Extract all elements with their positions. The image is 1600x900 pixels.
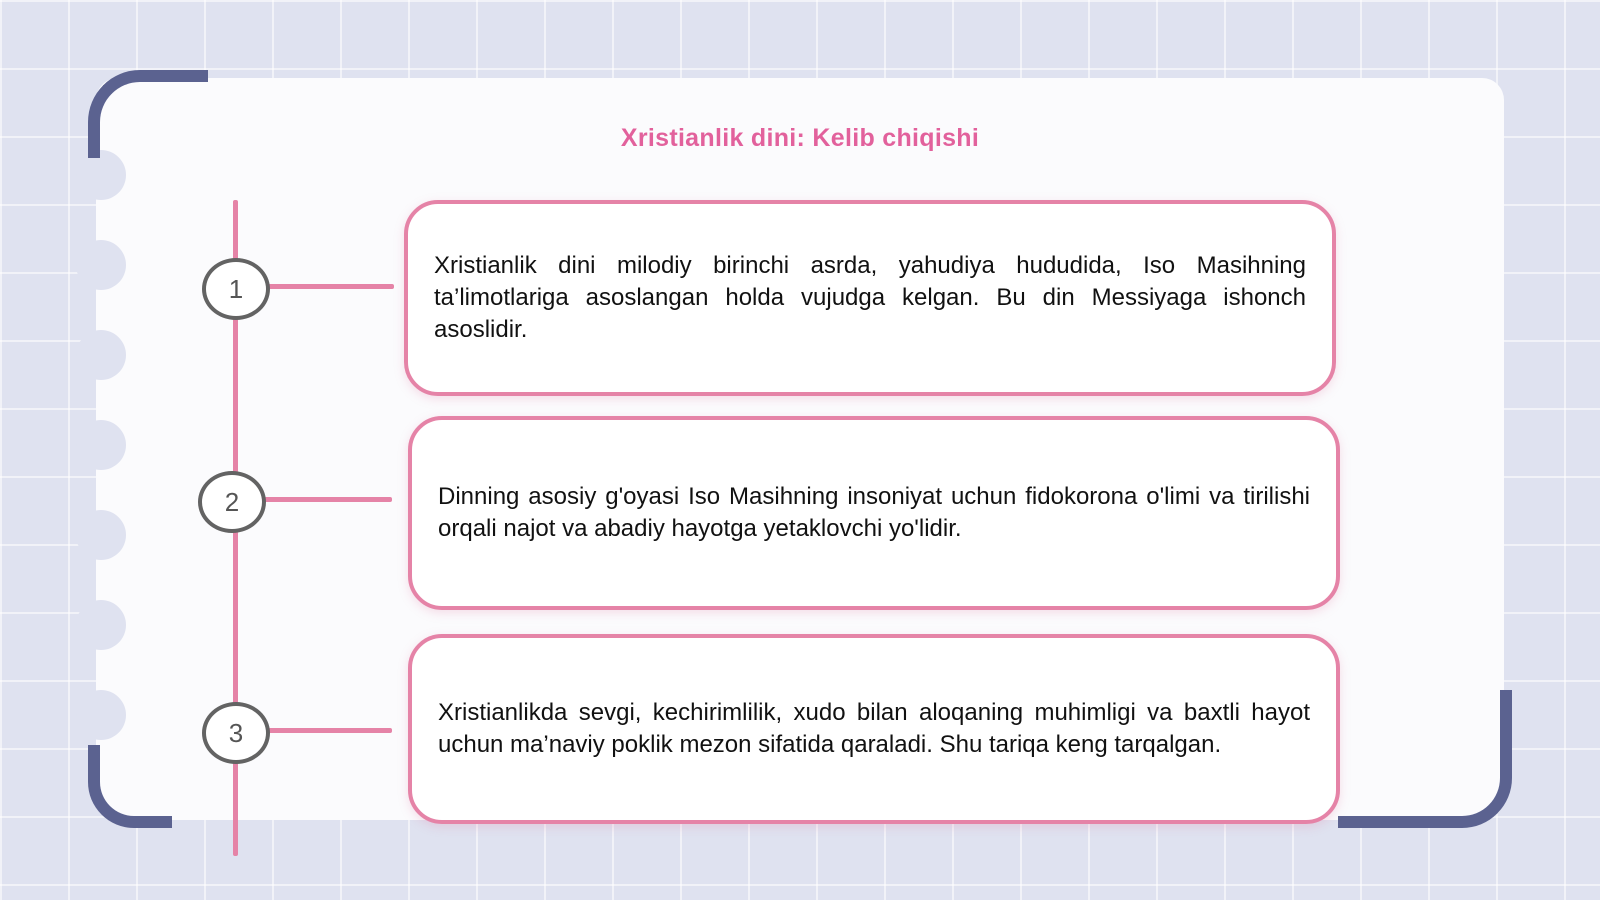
- step-number-3: 3: [202, 702, 270, 764]
- slide-title: Xristianlik dini: Kelib chiqishi: [620, 124, 980, 152]
- timeline-card-3: [408, 634, 1340, 824]
- corner-bracket-bottom-right: [1338, 690, 1512, 828]
- timeline-card-2: [408, 416, 1340, 610]
- paper-scallop: [76, 600, 126, 650]
- corner-bracket-bottom-left: [88, 745, 172, 828]
- step-number-2: 2: [198, 471, 266, 533]
- timeline-connector: [264, 497, 392, 502]
- card-text: Xristianlikda sevgi, kechirimlilik, xudo bilan aloqaning muhimligi va baxtli hayot uchun ma’naviy poklik mezon sifatida qaraladi. Shu tariqa keng tarqalgan.: [438, 699, 1310, 758]
- paper-scallop: [76, 240, 126, 290]
- paper-scallop: [76, 510, 126, 560]
- paper-scallop: [76, 330, 126, 380]
- step-number-1: 1: [202, 258, 270, 320]
- timeline-card-1: [404, 200, 1336, 396]
- paper-scallop: [76, 420, 126, 470]
- card-text: Dinning asosiy g'oyasi Iso Masihning insoniyat uchun fidokorona o'limi va tirilishi orqali najot va abadiy hayotga yetaklovchi yo'lidir.: [438, 483, 1310, 542]
- timeline-connector: [268, 728, 392, 733]
- card-text: Xristianlik dini milodiy birinchi asrda, yahudiya hududida, Iso Masihning ta’limotlariga asoslangan holda vujudga kelgan. Bu din Messiyaga ishonch asoslidir.: [434, 252, 1306, 343]
- timeline-connector: [268, 284, 394, 289]
- paper-scallop: [76, 690, 126, 740]
